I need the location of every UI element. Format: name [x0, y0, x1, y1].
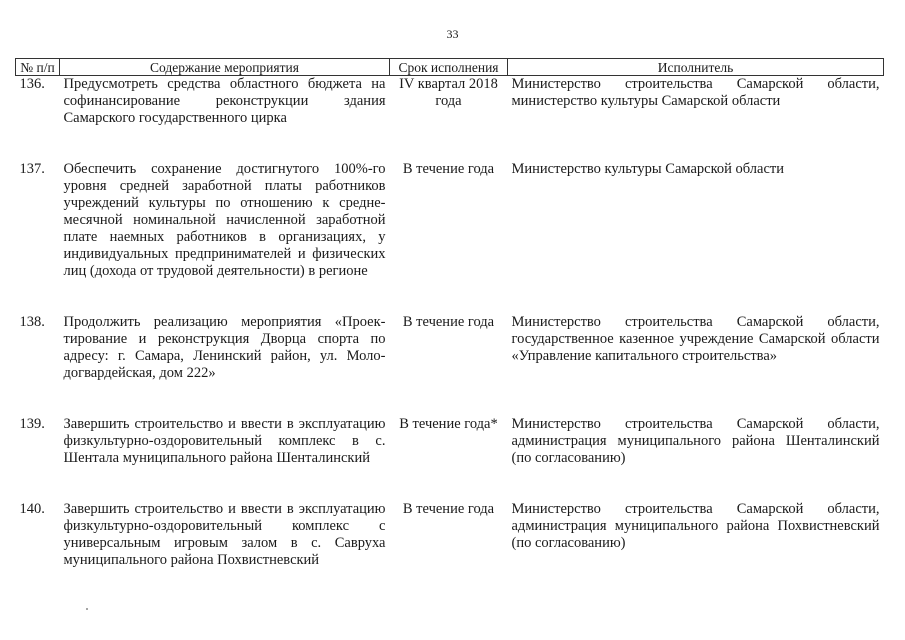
page-number: 33: [446, 27, 459, 41]
measure-executor: Министерство строительства Самарской области, администрация муниципального района Шенталинский (по согласованию): [511, 416, 880, 466]
header-deadline: Срок исполнения: [390, 59, 508, 76]
measure-executor: Министерство строительства Самарской области, государственное казенное учреждение Самарской области «Управление капитального строительства»: [511, 314, 880, 364]
measure-content: Завершить строительство и ввести в эксплуатацию физкультурно-оздоровительный комплекс с универсальным игровым залом в с. Савруха муниципального района Похвистневский: [63, 501, 386, 568]
table-row: [16, 76, 884, 162]
scan-speck: [86, 608, 88, 610]
table-row: [16, 416, 884, 501]
measure-content: Обеспечить сохранение достигнутого 100%-го уровня средней заработной платы работников учреждений культуры по отношению к среднемесячной номинальной начисленной заработной плате наемных работников в организациях, у индивидуальных предпринимателей и физических лиц (дохода от трудовой деятельности) в регионе: [63, 161, 386, 279]
table-row: [16, 501, 884, 603]
measure-content: Продолжить реализацию мероприятия «Проектирование и реконструкция Дворца спорта по адресу: г. Самара, Ленинский район, ул. Молодогвардейская, дом 222»: [63, 314, 386, 381]
table-header-row: [16, 59, 884, 76]
header-executor: Исполнитель: [508, 59, 884, 76]
row-number: 139.: [19, 416, 45, 432]
row-number: 140.: [19, 501, 45, 517]
header-num: № п/п: [16, 59, 60, 76]
measure-deadline: В течение года: [402, 501, 495, 517]
header-content: Содержание мероприятия: [60, 59, 390, 76]
measure-deadline: В течение года: [402, 161, 495, 177]
table-row: [16, 314, 884, 416]
row-number: 136.: [19, 76, 45, 92]
measure-content: Предусмотреть средства областного бюджета на софинансирование реконструкции здания Самарского государственного цирка: [63, 76, 386, 126]
measure-executor: Министерство строительства Самарской области, министерство культуры Самарской области: [511, 76, 880, 109]
measure-deadline: В течение года: [402, 314, 495, 330]
measure-content: Завершить строительство и ввести в эксплуатацию физкультурно-оздоровительный комплекс в с. Шентала муниципального района Шенталинский: [63, 416, 386, 466]
row-number: 138.: [19, 314, 45, 330]
measure-deadline: IV квартал 2018 года: [399, 76, 498, 109]
measure-executor: Министерство культуры Самарской области: [511, 161, 785, 177]
measures-table: [15, 58, 884, 603]
measure-executor: Министерство строительства Самарской области, администрация муниципального района Похвистневский (по согласованию): [511, 501, 880, 551]
table-row: [16, 161, 884, 314]
row-number: 137.: [19, 161, 45, 177]
measure-deadline: В течение года*: [399, 416, 498, 432]
